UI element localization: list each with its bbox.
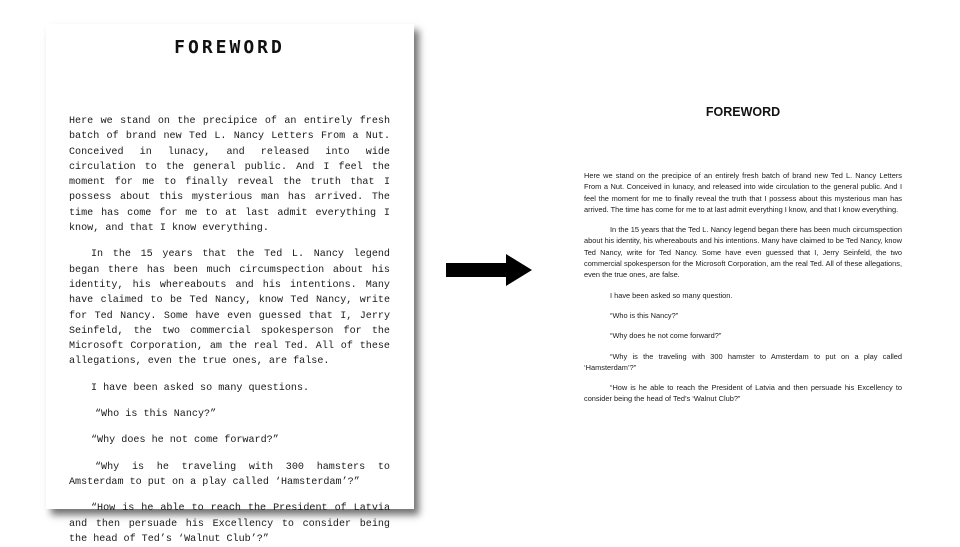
original-paragraph-3: I have been asked so many questions.	[91, 382, 310, 394]
converted-paragraph-6: “Why is the traveling with 300 hamster to Amsterdam to put on a play called ‘Hamsterdam’?”	[584, 351, 902, 372]
original-paragraph-2: In the 15 years that the Ted L. Nancy legend began there has been much circumspection about his identity, his whereabouts and his intentions. Many have claimed to be Ted Nancy, know Ted Nancy, write for Ted Nancy. Some have even guessed that I, Jerry Seinfeld, the two commercial spokesperson for the Microsoft Corporation, am the real Ted. All of these allegations, even the true ones, are false.	[69, 249, 390, 368]
original-page-body	[69, 114, 390, 547]
original-page-title: FOREWORD	[174, 37, 285, 58]
converted-page	[584, 105, 902, 414]
converted-paragraph-5: “Why does he not come forward?”	[610, 331, 722, 341]
converted-paragraph-4: “Who is this Nancy?”	[610, 310, 679, 320]
original-page-scan	[46, 24, 414, 545]
converted-paragraph-7: “How is he able to reach the President of Latvia and then persuade his Excellency to consider being the head of Ted’s ‘Walnut Club?”	[584, 383, 902, 404]
converted-paragraph-2: In the 15 years that the Ted L. Nancy legend began there has been much circumspection about his identity, his whereabouts and his intentions. Many have claimed to be Ted Nancy, know Ted Nancy, write for Ted Nancy. Some have even guessed that I, Jerry Seinfeld, the two commercial spokesperson for the Microsoft Corporation, am the real Ted. All of these allegations, even the true ones, are false.	[584, 225, 902, 280]
converted-page-title: FOREWORD	[705, 105, 781, 119]
converted-page-body	[584, 170, 902, 405]
original-paragraph-6: “Why is he traveling with 300 hamsters to Amsterdam to put on a play called ‘Hamsterdam’?”	[69, 461, 390, 488]
converted-paragraph-3: I have been asked so many question.	[610, 290, 733, 300]
right-arrow-icon	[446, 254, 532, 286]
original-paragraph-5: “Why does he not come forward?”	[91, 435, 279, 447]
original-paragraph-4: “Who is this Nancy?”	[95, 409, 217, 421]
converted-paragraph-1: Here we stand on the precipice of an entirely fresh batch of brand new Ted L. Nancy Letters From a Nut. Conceived in lunacy, and released into wide circulation to the general public. And I feel the moment for me to finally reveal the truth that I possess about this mysterious man has arrived. The time has come for me to at last admit everything I know, and that I know everything.	[584, 171, 902, 214]
original-paragraph-7: “How is he able to reach the President of Latvia and then persuade his Excellency to consider being the head of Ted’s ‘Walnut Club’?”	[69, 503, 390, 545]
original-paragraph-1: Here we stand on the precipice of an entirely fresh batch of brand new Ted L. Nancy Letters From a Nut. Conceived in lunacy, and released into wide circulation to the general public. And I feel the moment for me to finally reveal the truth that I possess about this mysterious man has arrived. The time has come for me to at last admit everything I know, and that I know everything.	[69, 116, 390, 235]
